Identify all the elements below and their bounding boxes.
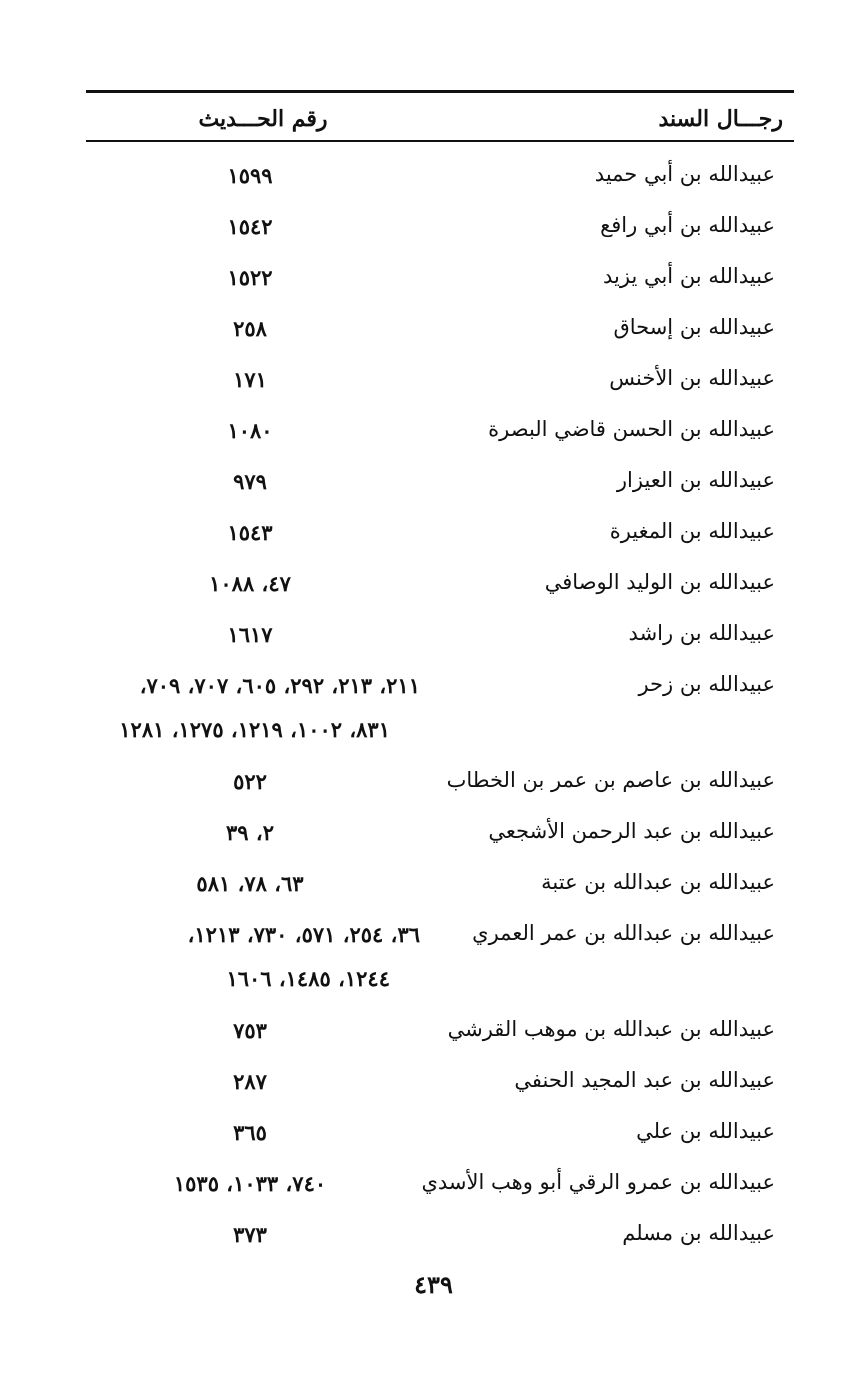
hadith-numbers: ١٦١٧ xyxy=(227,622,273,647)
index-row xyxy=(0,303,867,354)
column-header-hadith-number: رقم الحـــديث xyxy=(198,106,328,132)
index-row xyxy=(0,807,867,858)
narrator-name: عبيدالله بن الوليد الوصافي xyxy=(544,570,775,594)
hadith-numbers: ١٥٤٢ xyxy=(227,214,273,239)
index-table xyxy=(0,150,867,1260)
hadith-numbers-line-1: ٣٦، ٢٥٤، ٥٧١، ٧٣٠، ١٢١٣، xyxy=(187,922,420,947)
hadith-numbers: ٩٧٩ xyxy=(233,469,267,494)
hadith-numbers: ٤٧، ١٠٨٨ xyxy=(209,571,291,596)
index-row xyxy=(0,558,867,609)
column-header-narrators: رجـــال السند xyxy=(658,106,783,132)
narrator-name: عبيدالله بن عمرو الرقي أبو وهب الأسدي xyxy=(421,1170,775,1194)
index-row xyxy=(0,201,867,252)
index-row xyxy=(0,252,867,303)
narrator-name: عبيدالله بن الحسن قاضي البصرة xyxy=(488,417,775,441)
narrator-name: عبيدالله بن زحر xyxy=(638,672,775,696)
narrator-name: عبيدالله بن أبي حميد xyxy=(594,162,775,186)
narrator-name: عبيدالله بن عبدالله بن عمر العمري xyxy=(472,921,775,945)
index-row xyxy=(0,1107,867,1158)
index-row xyxy=(0,1005,867,1056)
index-row xyxy=(0,1209,867,1260)
hadith-numbers: ١٥٩٩ xyxy=(227,163,273,188)
narrator-name: عبيدالله بن عبد الرحمن الأشجعي xyxy=(488,819,775,843)
index-row xyxy=(0,405,867,456)
index-row xyxy=(0,660,867,756)
index-row xyxy=(0,507,867,558)
hadith-numbers-line-1: ٢١١، ٢١٣، ٢٩٢، ٦٠٥، ٧٠٧، ٧٠٩، xyxy=(139,673,420,698)
index-row xyxy=(0,909,867,1005)
index-row xyxy=(0,150,867,201)
index-row xyxy=(0,609,867,660)
narrator-name: عبيدالله بن الأخنس xyxy=(609,366,775,390)
narrator-name: عبيدالله بن عاصم بن عمر بن الخطاب xyxy=(446,768,775,792)
index-row xyxy=(0,354,867,405)
narrator-name: عبيدالله بن إسحاق xyxy=(613,315,775,339)
hadith-numbers: ٢، ٣٩ xyxy=(226,820,274,845)
hadith-numbers: ١٥٤٣ xyxy=(227,520,273,545)
narrator-name: عبيدالله بن عبدالله بن موهب القرشي xyxy=(447,1017,775,1041)
index-row xyxy=(0,858,867,909)
header-rule xyxy=(86,140,794,142)
hadith-numbers: ٢٨٧ xyxy=(233,1069,267,1094)
narrator-name: عبيدالله بن أبي يزيد xyxy=(602,264,775,288)
hadith-numbers: ٦٣، ٧٨، ٥٨١ xyxy=(196,871,304,896)
top-rule xyxy=(86,90,794,93)
hadith-numbers: ٥٢٢ xyxy=(233,769,267,794)
hadith-numbers: ٣٦٥ xyxy=(233,1120,267,1145)
hadith-numbers: ١٥٢٢ xyxy=(227,265,273,290)
hadith-numbers: ١٧١ xyxy=(233,367,267,392)
narrator-name: عبيدالله بن المغيرة xyxy=(609,519,775,543)
hadith-numbers: ٧٤٠، ١٠٣٣، ١٥٣٥ xyxy=(173,1171,327,1196)
index-row xyxy=(0,1056,867,1107)
hadith-numbers: ٢٥٨ xyxy=(233,316,267,341)
hadith-numbers: ٧٥٣ xyxy=(233,1018,267,1043)
index-row xyxy=(0,1158,867,1209)
index-row xyxy=(0,456,867,507)
hadith-numbers: ١٠٨٠ xyxy=(227,418,273,443)
page-number: ٤٣٩ xyxy=(414,1270,453,1299)
narrator-name: عبيدالله بن عبد المجيد الحنفي xyxy=(514,1068,775,1092)
hadith-numbers-line-2: ٨٣١، ١٠٠٢، ١٢١٩، ١٢٧٥، ١٢٨١ xyxy=(119,717,390,742)
narrator-name: عبيدالله بن علي xyxy=(636,1119,775,1143)
hadith-numbers-line-2: ١٢٤٤، ١٤٨٥، ١٦٠٦ xyxy=(226,966,390,991)
narrator-name: عبيدالله بن أبي رافع xyxy=(600,213,775,237)
narrator-name: عبيدالله بن مسلم xyxy=(622,1221,775,1245)
narrator-name: عبيدالله بن عبدالله بن عتبة xyxy=(541,870,775,894)
narrator-name: عبيدالله بن العيزار xyxy=(616,468,775,492)
hadith-numbers: ٣٧٣ xyxy=(233,1222,267,1247)
hadith-numbers xyxy=(80,664,420,752)
hadith-numbers xyxy=(80,913,420,1001)
narrator-name: عبيدالله بن راشد xyxy=(628,621,775,645)
index-row xyxy=(0,756,867,807)
